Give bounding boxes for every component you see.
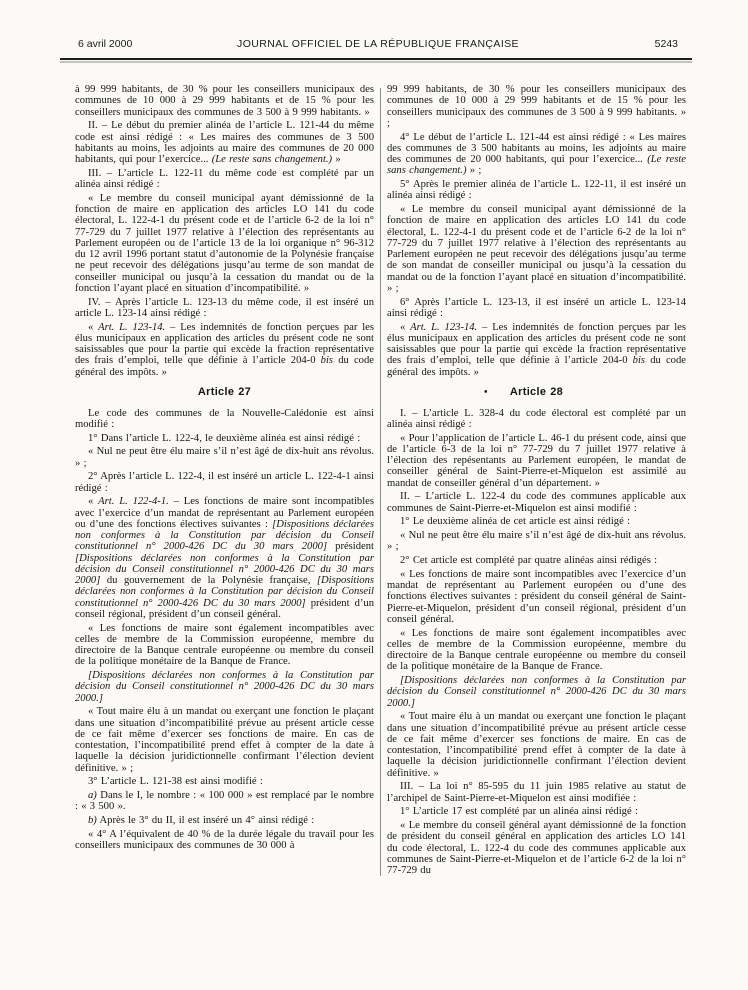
- italic-text: [Dispositions déclarées non conformes à la Constitution par décision du Conseil constitutionnel n° 2000-426 DC du 30 mars 2000]: [75, 552, 374, 586]
- text-run: I. – L’article L. 328-4 du code électoral est complété par un alinéa ainsi rédigé :: [387, 407, 686, 430]
- paragraph: [75, 704, 374, 774]
- text-run: « Le membre du conseil général ayant démissionné de la fonction de président du conseil général en application des articles LO 141 du code électoral, L. 122-4 du code des communes applicable aux communes de Saint-Pierre-et-Miquelon et de l’article 6-2 de la loi n° 77-729 du: [387, 820, 686, 876]
- paragraph: [387, 319, 686, 378]
- paragraph: [75, 405, 374, 430]
- text-run: 1° Dans l’article L. 122-4, le deuxième alinéa est ainsi rédigé :: [88, 432, 361, 444]
- footnote-bullet-icon: •: [484, 386, 488, 398]
- paragraph: [75, 774, 374, 788]
- italic-text: [Dispositions déclarées non conformes à la Constitution par décision du Conseil constitutionnel n° 2000-426 DC du 30 mars 2000.]: [75, 670, 374, 704]
- text-run: 3° L’article L. 121-38 est ainsi modifié :: [88, 776, 263, 788]
- text-run: «: [400, 321, 411, 333]
- text-run: « 4° A l’équivalent de 40 % de la durée légale du travail pour les conseillers municipaux des communes de 30 000 à: [75, 828, 374, 851]
- text-run: 1° Le deuxième alinéa de cet article est ainsi rédigé :: [400, 516, 631, 528]
- text-run: du gouvernement de la Polynésie française,: [100, 575, 317, 586]
- text-run: III. – La loi n° 85-595 du 11 juin 1985 relative au statut de l’archipel de Saint-Pierre-et-Miquelon est ainsi modifiée :: [387, 781, 686, 804]
- paragraph: [75, 788, 374, 813]
- paragraph: [387, 709, 686, 779]
- paragraph: [387, 528, 686, 553]
- paragraph: [75, 826, 374, 851]
- text-run: « Nul ne peut être élu maire s’il n’est âgé de dix-huit ans révolus. » ;: [387, 530, 686, 553]
- text-run: « Pour l’application de l’article L. 46-1 du présent code, ainsi que de l’article 6-3 de la loi n° 77-729 du 7 juillet 1977 relative à l’élection des repésentants au Parlement européen, le mandat de conseiller général de Saint-Pierre-et-Miquelon est assimilé au mandat de conseiller général d’un département. »: [387, 432, 686, 489]
- paragraph: [387, 818, 686, 877]
- text-run: 6° Après l’article L. 123-13, il est inséré un article L. 123-14 ainsi rédigé :: [387, 296, 686, 319]
- text-run: 99 999 habitants, de 30 % pour les conseillers municipaux des communes de 10 000 à 29 999 habitants et de 15 % pour les conseillers municipaux des communes de 3 500 à 9 999 habitants. » ;: [387, 84, 686, 129]
- italic-text: [Dispositions déclarées non conformes à la Constitution par décision du Conseil constitutionnel n° 2000-426 DC du 30 mars 2000]: [75, 575, 374, 609]
- paragraph: [387, 430, 686, 489]
- paragraph: [387, 489, 686, 514]
- italic-text: bis: [632, 355, 646, 367]
- paragraph: [387, 566, 686, 625]
- text-run: III. – L’article L. 122-11 du même code est complété par un alinéa ainsi rédigé :: [75, 167, 374, 190]
- text-run: du code général des impôts. »: [387, 355, 686, 378]
- text-run: « Le membre du conseil municipal ayant démissionné de la fonction de maire en application des articles LO 141 du code électoral, L. 122-4-1 du présent code et de l’article 6-2 de la loi n° 77-729 du 7 juillet 1977 relative à l’élection des représentants au Parlement européen ou de l’article 13 de la loi organique n° 96-312 du 12 avril 1996 portant statut d’autonomie de la Polynésie française ne peut recevoir des délégations jusqu’au terme de son mandat de conseiller municipal ou jusqu’à la cessation du mandat ou de la fonction l’ayant placé en situation d’incompatibilité. »: [75, 192, 374, 294]
- text-run: « Nul ne peut être élu maire s’il n’est âgé de dix-huit ans révolus. » ;: [75, 446, 374, 469]
- right-column: [387, 84, 686, 876]
- italic-text: (Le reste sans changement.): [387, 154, 687, 177]
- paragraph: [387, 177, 686, 202]
- paragraph: [387, 129, 686, 177]
- italic-text: [Dispositions déclarées non conformes à la Constitution par décision du Conseil constitutionnel n° 2000-426 DC du 30 mars 2000.]: [387, 675, 686, 709]
- text-run: président d’un conseil régional, président d’un conseil général.: [75, 597, 374, 620]
- text-run: – Les fonctions de maire sont incompatibles avec l’exercice d’un mandat de représentant au Parlement européen ou d’une des fonctions électives suivantes :: [75, 496, 374, 530]
- column-divider: [380, 88, 381, 876]
- paragraph: [75, 469, 374, 494]
- text-run: 1° L’article 17 est complété par un alinéa ainsi rédigé :: [400, 806, 638, 818]
- paragraph: [75, 319, 374, 378]
- paragraph: [387, 294, 686, 319]
- italic-text: a): [88, 790, 97, 801]
- paragraph: [75, 430, 374, 444]
- text-run: président: [327, 541, 374, 553]
- text-run: II. – L’article L. 122-4 du code des communes applicable aux communes de Saint-Pierre-et-Miquelon est ainsi modifié :: [387, 491, 686, 514]
- text-run: « Le membre du conseil municipal ayant démissionné de la fonction de maire en application des articles LO 141 du code électoral, L. 122-4-1 du présent code et de l’article 6-2 de la loi n° 77-729 du 7 juillet 1977 relative à l’élection des représentants au Parlement européen ne peut recevoir des délégations jusqu’au terme de son mandat de conseiller municipal ou jusqu’à la cessation du mandat ou de la fonction l’ayant placé en situation d’incompatibilité. » ;: [387, 204, 686, 294]
- text-run: – Les indemnités de fonction perçues par les élus municipaux en application des articles du présent code ne sont saisissables que pour la partie qui excède la fraction représentative des frais d’emploi, telle que définie à l’article 204-0: [75, 321, 374, 367]
- text-run: 5° Après le premier alinéa de l’article L. 122-11, il est inséré un alinéa ainsi rédigé :: [387, 179, 686, 202]
- text-run: 4° Le début de l’article L. 121-44 est ainsi rédigé : « Les maires des communes de 3 500 habitants au moins, les adjoints au maire des communes de 20 000 habitants, qui pour l’exercice...: [387, 131, 686, 165]
- article-heading: [387, 387, 686, 398]
- paragraph: [387, 625, 686, 673]
- paragraph: [387, 673, 686, 709]
- paragraph: [387, 202, 686, 295]
- text-run: « Tout maire élu à un mandat ou exerçant une fonction le plaçant dans une situation d’incompatibilité prévue au présent article cesse de ce fait même d’exercer ses fonctions de maire. En cas de contestation, l’incompatibilité prend effet à compter de la date à laquelle la décision juridictionnelle confirmant l’élection devient définitive. » ;: [75, 706, 374, 774]
- text-run: II. – Le début du premier alinéa de l’article L. 121-44 du même code est ainsi rédigé : « Les maires des communes de 3 500 habitants au moins, les adjoints au maire des communes de 20 000 habitants, qui pour l’exercice...: [75, 120, 374, 165]
- text-run: du code général des impôts. »: [75, 355, 374, 378]
- paragraph: [75, 813, 374, 827]
- text-run: «: [88, 496, 99, 508]
- paragraph: [387, 514, 686, 528]
- paragraph: [75, 620, 374, 668]
- article-heading-label: Article 27: [197, 385, 252, 398]
- paragraph: [75, 294, 374, 319]
- page-header: [78, 38, 678, 50]
- paragraph: [75, 118, 374, 166]
- italic-text: b): [88, 815, 97, 826]
- paragraph: [75, 190, 374, 294]
- italic-text: (Le reste sans changement.): [211, 154, 333, 165]
- article-heading: [75, 387, 374, 398]
- paragraph: [75, 668, 374, 704]
- header-date: 6 avril 2000: [78, 38, 133, 50]
- text-run: 2° Après l’article L. 122-4, il est inséré un article L. 122-4-1 ainsi rédigé :: [75, 471, 374, 494]
- text-run: « Les fonctions de maire sont incompatibles avec l’exercice d’un mandat de représentant au Parlement européen ou d’une des fonctions électives suivantes : président du conseil général de Saint-Pierre-et-Miquelon, président d’un conseil régional, président d’un conseil général.: [387, 568, 686, 625]
- paragraph: [387, 84, 686, 129]
- text-run: 2° Cet article est complété par quatre alinéas ainsi rédigés :: [400, 555, 658, 566]
- header-rule: [60, 58, 692, 60]
- text-run: Après le 3° du II, il est inséré un 4° ainsi rédigé :: [96, 815, 315, 826]
- italic-text: Art. L. 123-14.: [98, 321, 166, 333]
- paragraph: [387, 804, 686, 818]
- paragraph: [387, 779, 686, 804]
- paragraph: [75, 84, 374, 118]
- text-run: – Les indemnités de fonction perçues par les élus municipaux en application des articles du présent code ne sont saisissables que pour la partie qui excède la fraction représentative des frais d’emploi, telle que définie à l’article 204-0: [387, 321, 686, 367]
- text-run: »: [332, 154, 341, 165]
- text-run: IV. – Après l’article L. 123-13 du même code, il est inséré un article L. 123-14 ainsi rédigé :: [75, 296, 374, 319]
- header-title: JOURNAL OFFICIEL DE LA RÉPUBLIQUE FRANÇAISE: [237, 38, 519, 50]
- left-column: [75, 84, 374, 876]
- text-run: Le code des communes de la Nouvelle-Calédonie est ainsi modifié :: [75, 407, 374, 430]
- paragraph: [75, 494, 374, 620]
- italic-text: Art. L. 123-14.: [410, 321, 478, 333]
- header-page-number: 5243: [654, 38, 678, 50]
- text-run: « Les fonctions de maire sont également incompatibles avec celles de membre de la Commission européenne, membre du directoire de la Banque centrale européenne ou membre du conseil de la politique monétaire de la Banque de France.: [75, 622, 374, 668]
- text-run: « Tout maire élu à un mandat ou exerçant une fonction le plaçant dans une situation d’incompatibilité prévue au présent article cesse de ce fait même d’exercer ses fonctions de maire. En cas de contestation, l’incompatibilité prend effet à compter de la date à laquelle la décision juridictionnelle confirmant l’élection devient définitive. »: [387, 711, 686, 779]
- italic-text: bis: [320, 355, 334, 367]
- italic-text: Art. L. 122-4-1.: [98, 496, 169, 508]
- article-heading-label: Article 28: [509, 385, 564, 398]
- text-run: » ;: [466, 165, 482, 177]
- paragraph: [75, 444, 374, 469]
- paragraph: [75, 165, 374, 190]
- text-run: «: [88, 321, 99, 333]
- text-run: « Les fonctions de maire sont également incompatibles avec celles de membre de la Commission européenne, membre du directoire de la Banque centrale européenne ou membre du conseil de la politique monétaire de la Banque de France.: [387, 627, 686, 673]
- text-run: Dans le I, le nombre : « 100 000 » est remplacé par le nombre : « 3 500 ».: [75, 790, 374, 813]
- text-run: à 99 999 habitants, de 30 % pour les conseillers municipaux des communes de 10 000 à 29 999 habitants et de 15 % pour les conseillers municipaux des communes de 3 500 à 9 999 habitants. »: [75, 84, 374, 118]
- paragraph: [387, 405, 686, 430]
- paragraph: [387, 553, 686, 567]
- article-body: [75, 84, 687, 876]
- italic-text: [Dispositions déclarées non conformes à la Constitution par décision du Conseil constitutionnel n° 2000-426 DC du 30 mars 2000]: [75, 518, 374, 553]
